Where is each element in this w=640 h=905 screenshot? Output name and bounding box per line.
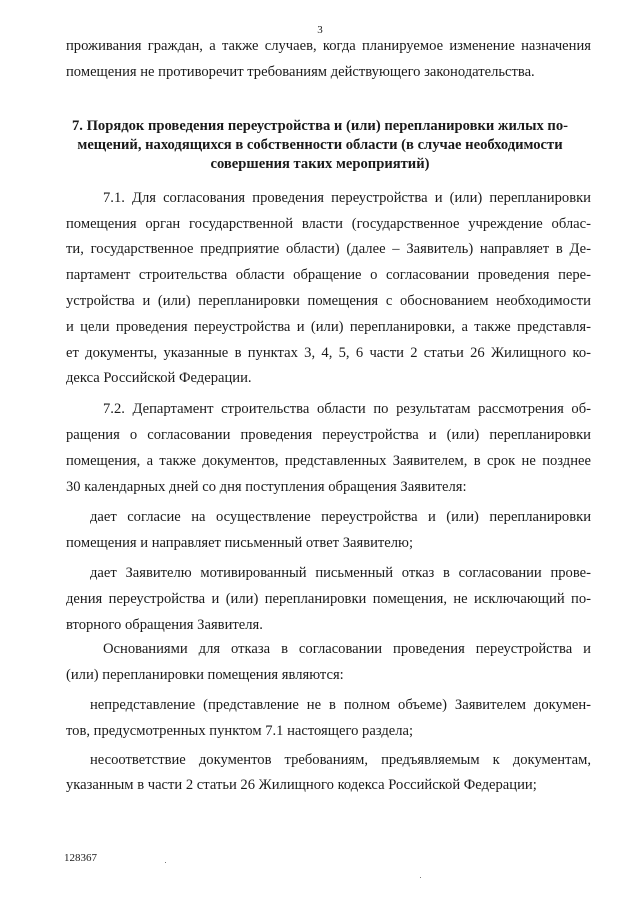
para-7-1-line-4: партамент строительства области обращение о согласовании проведения пере- [66, 267, 591, 283]
para-7-1-line-8: декса Российской Федерации. [66, 370, 252, 386]
scan-speck [165, 862, 166, 863]
para-7-2-line-4: 30 календарных дней со дня поступления обращения Заявителя: [66, 479, 467, 495]
ground-2-line-1: несоответствие документов требованиям, предъявляемым к документам, [90, 752, 591, 768]
para-7-2-line-2: ращения о согласовании проведения переустройства и (или) перепланировки [66, 427, 591, 443]
grounds-line-2: (или) перепланировки помещения являются: [66, 667, 344, 683]
page-number: 3 [317, 24, 323, 36]
section-heading-line-1: 7. Порядок проведения переустройства и (или) перепланировки жилых по- [71, 118, 569, 134]
intro-line-2: помещения не противоречит требованиям действующего законодательства. [66, 64, 535, 80]
ground-1-line-2: тов, предусмотренных пунктом 7.1 настоящего раздела; [66, 723, 414, 739]
para-7-1-line-2: помещения орган государственной власти (государственное учреждение облас- [66, 216, 591, 232]
ground-1-line-1: непредставление (представление не в полном объеме) Заявителем докумен- [90, 697, 591, 713]
para-7-1-line-3: ти, государственное предприятие области) (далее – Заявитель) направляет в Де- [66, 241, 591, 257]
grounds-line-1: Основаниями для отказа в согласовании проведения переустройства и [103, 641, 591, 657]
item-refusal-line-1: дает Заявителю мотивированный письменный отказ в согласовании прове- [90, 565, 591, 581]
para-7-1-line-6: и цели проведения переустройства и (или) перепланировки, а также представля- [66, 319, 591, 335]
para-7-2-line-1: 7.2. Департамент строительства области по результатам рассмотрения об- [103, 401, 591, 417]
intro-line-1: проживания граждан, а также случаев, когда планируемое изменение назначения [66, 38, 591, 54]
para-7-1-line-7: ет документы, указанные в пунктах 3, 4, 5, 6 части 2 статьи 26 Жилищного ко- [66, 345, 591, 361]
item-refusal-line-3: вторного обращения Заявителя. [66, 617, 263, 633]
item-consent-line-2: помещения и направляет письменный ответ Заявителю; [66, 535, 414, 551]
section-heading-line-3: совершения таких мероприятий) [210, 156, 430, 172]
ground-2-line-2: указанным в части 2 статьи 26 Жилищного кодекса Российской Федерации; [66, 777, 537, 793]
para-7-1-line-1: 7.1. Для согласования проведения переустройства и (или) перепланировки [103, 190, 591, 206]
footer-document-code: 128367 [64, 852, 97, 864]
item-consent-line-1: дает согласие на осуществление переустройства и (или) перепланировки [90, 509, 591, 525]
para-7-2-line-3: помещения, а также документов, представленных Заявителем, в срок не позднее [66, 453, 591, 469]
item-refusal-line-2: дения переустройства и (или) перепланировки помещения, не исключающий по- [66, 591, 591, 607]
section-heading-line-2: мещений, находящихся в собственности области (в случае необходимости [77, 137, 563, 153]
para-7-1-line-5: устройства и (или) перепланировки помещения с обоснованием необходимости [66, 293, 591, 309]
scan-speck [420, 877, 421, 878]
